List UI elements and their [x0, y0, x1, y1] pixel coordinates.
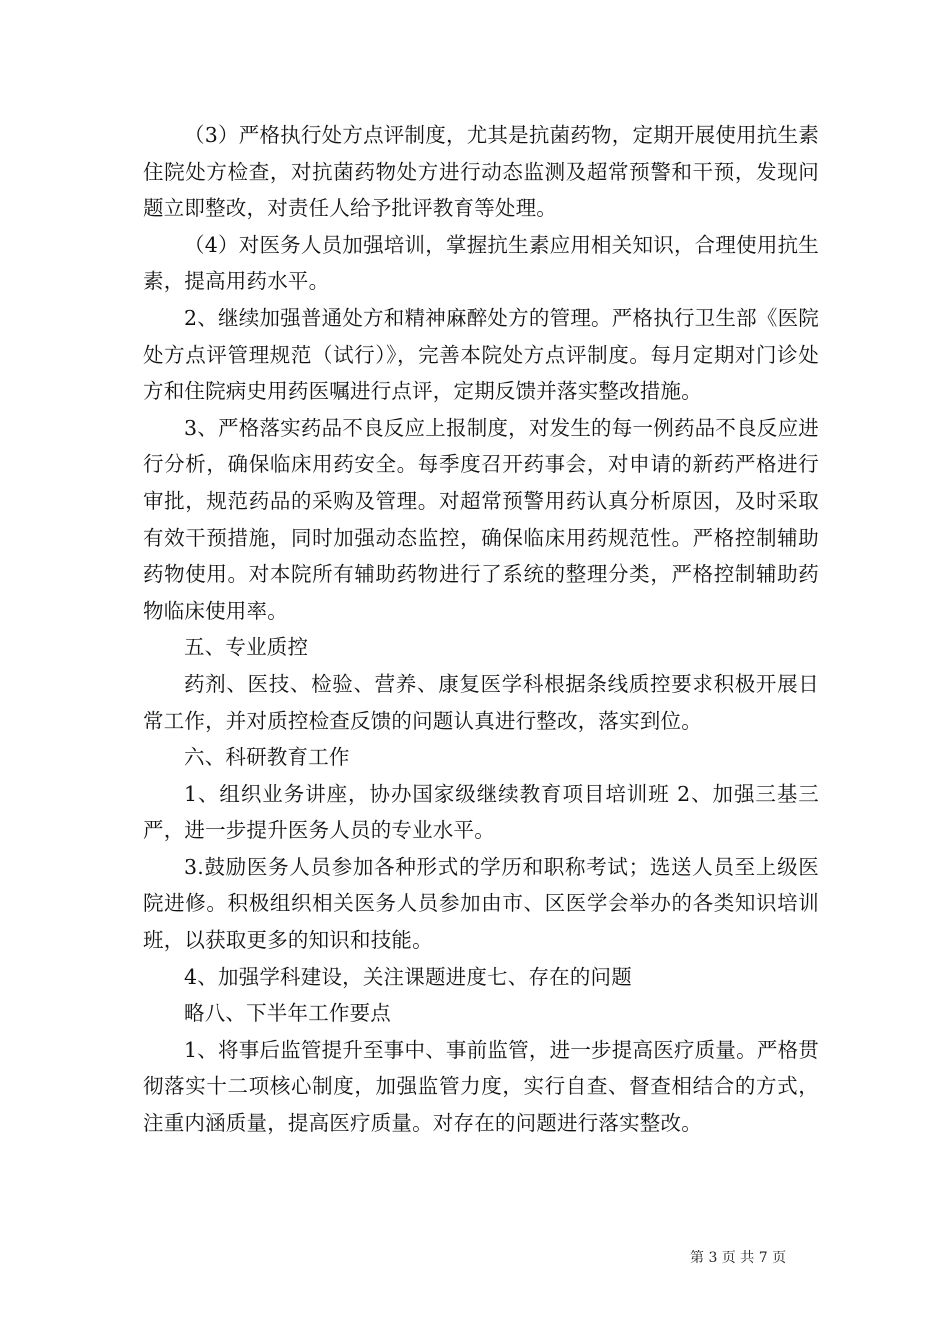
paragraph-quality-control: 药剂、医技、检验、营养、康复医学科根据条线质控要求积极开展日常工作，并对质控检查反馈的问题认真进行整改，落实到位。: [143, 671, 819, 733]
paragraph-adverse-reaction: 3、严格落实药品不良反应上报制度，对发生的每一例药品不良反应进行分析，确保临床用药安全。每季度召开药事会，对申请的新药严格进行审批，规范药品的采购及管理。对超常预警用药认真分析原因，及时采取有效干预措施，同时加强动态监控，确保临床用药规范性。严格控制辅助药物使用。对本院所有辅助药物进行了系统的整理分类，严格控制辅助药物临床使用率。: [143, 415, 819, 623]
section-heading-second-half-plan: 略八、下半年工作要点: [184, 1001, 391, 1026]
paragraph-supervision: 1、将事后监管提升至事中、事前监管，进一步提高医疗质量。严格贯彻落实十二项核心制度，加强监管力度，实行自查、督查相结合的方式，注重内涵质量，提高医疗质量。对存在的问题进行落实整改。: [143, 1037, 819, 1136]
section-heading-research-education: 六、科研教育工作: [184, 745, 350, 770]
document-body: [143, 117, 819, 1142]
paragraph-exams-training: 3.鼓励医务人员参加各种形式的学历和职称考试；选送人员至上级医院进修。积极组织相关医务人员参加由市、区医学会举办的各类知识培训班，以获取更多的知识和技能。: [143, 854, 819, 953]
paragraph-lectures: 1、组织业务讲座，协办国家级继续教育项目培训班 2、加强三基三严，进一步提升医务人员的专业水平。: [143, 781, 819, 843]
page-number: 第 3 页 共 7 页: [690, 1250, 787, 1266]
section-heading-quality-control: 五、专业质控: [184, 635, 309, 660]
paragraph-antibiotic-review: （3）严格执行处方点评制度，尤其是抗菌药物，定期开展使用抗生素住院处方检查，对抗菌药物处方进行动态监测及超常预警和干预，发现问题立即整改，对责任人给予批评教育等处理。: [143, 123, 819, 221]
paragraph-discipline-building: 4、加强学科建设，关注课题进度七、存在的问题: [184, 964, 632, 989]
paragraph-prescription-management: 2、继续加强普通处方和精神麻醉处方的管理。严格执行卫生部《医院处方点评管理规范（试行）》，完善本院处方点评制度。每月定期对门诊处方和住院病史用药医嘱进行点评，定期反馈并落实整改措施。: [143, 305, 819, 404]
paragraph-staff-training: （4）对医务人员加强培训，掌握抗生素应用相关知识，合理使用抗生素，提高用药水平。: [143, 232, 819, 294]
